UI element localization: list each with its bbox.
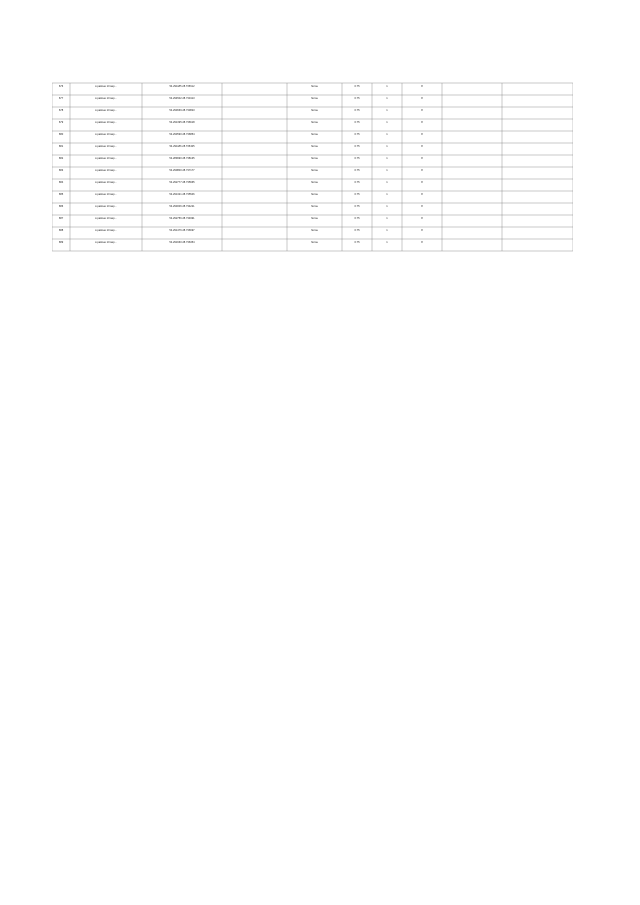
cell-coord: 54.292756 28.734991 xyxy=(169,217,195,220)
cell-coord: 54.289990 28.738135 xyxy=(169,157,195,160)
cell-addr: в районе 10 мкр... xyxy=(95,97,117,100)
cell-coord: 54.291185 28.735612 xyxy=(169,85,195,88)
cell-type: бетон xyxy=(311,145,318,148)
cell-addr: в районе 10 мкр... xyxy=(95,145,117,148)
cell-n: 1 xyxy=(386,193,388,196)
cell-n: 1 xyxy=(386,145,388,148)
cell-n: 1 xyxy=(386,205,388,208)
cell-coord: 54.291395 28.736618 xyxy=(169,121,195,124)
cell-v: 0.75 xyxy=(354,85,360,88)
cell-num: 686 xyxy=(58,205,64,208)
cell-addr: в районе 10 мкр... xyxy=(95,181,117,184)
cell-num: 680 xyxy=(58,133,64,136)
cell-n: 1 xyxy=(386,109,388,112)
cell-type: бетон xyxy=(311,229,318,232)
cell-type: бетон xyxy=(311,121,318,124)
cell-addr: в районе 10 мкр... xyxy=(95,85,117,88)
cell-type: бетон xyxy=(311,181,318,184)
cell-v: 0.75 xyxy=(354,97,360,100)
cell-n: 1 xyxy=(386,217,388,220)
document-sheet xyxy=(52,77,573,861)
cell-v: 0.75 xyxy=(354,145,360,148)
cell-type: бетон xyxy=(311,217,318,220)
cell-n: 1 xyxy=(386,85,388,88)
cell-type: бетон xyxy=(311,97,318,100)
cell-type: бетон xyxy=(311,193,318,196)
cell-type: бетон xyxy=(311,157,318,160)
cell-t: 8 xyxy=(421,97,423,100)
cell-addr: в районе 10 мкр... xyxy=(95,157,117,160)
cell-coord: 54.293669 28.733823 xyxy=(169,109,195,112)
cell-t: 8 xyxy=(421,217,423,220)
cell-t: 8 xyxy=(421,121,423,124)
cell-addr: в районе 10 мкр... xyxy=(95,121,117,124)
cell-addr: в районе 10 мкр... xyxy=(95,217,117,220)
cell-type: бетон xyxy=(311,109,318,112)
cell-v: 0.75 xyxy=(354,193,360,196)
cell-v: 0.75 xyxy=(354,181,360,184)
cell-addr: в районе 10 мкр... xyxy=(95,133,117,136)
cell-num: 679 xyxy=(58,121,64,124)
cell-t: 8 xyxy=(421,181,423,184)
cell-n: 1 xyxy=(386,229,388,232)
cell-coord: 54.293590 28.736854 xyxy=(169,133,195,136)
cell-t: 8 xyxy=(421,229,423,232)
cell-v: 0.75 xyxy=(354,169,360,172)
cell-t: 8 xyxy=(421,193,423,196)
cell-type: бетон xyxy=(311,205,318,208)
cell-addr: в районе 10 мкр... xyxy=(95,193,117,196)
cell-n: 1 xyxy=(386,97,388,100)
cell-addr: в районе 10 мкр... xyxy=(95,109,117,112)
cell-t: 8 xyxy=(421,145,423,148)
cell-n: 1 xyxy=(386,169,388,172)
cell-addr: в районе 10 мкр... xyxy=(95,229,117,232)
cell-coord: 54.293006 28.734221 xyxy=(169,205,195,208)
cell-coord: 54.292777 28.735665 xyxy=(169,181,195,184)
cell-v: 0.75 xyxy=(354,121,360,124)
cell-coord: 54.291660 28.736354 xyxy=(169,241,195,244)
cell-num: 677 xyxy=(58,97,64,100)
cell-t: 8 xyxy=(421,241,423,244)
cell-coord: 54.294502 28.733413 xyxy=(169,97,195,100)
cell-num: 689 xyxy=(58,241,64,244)
cell-v: 0.75 xyxy=(354,241,360,244)
cell-v: 0.75 xyxy=(354,109,360,112)
cell-coord: 54.291321 28.735546 xyxy=(169,193,195,196)
cell-v: 0.75 xyxy=(354,217,360,220)
cell-num: 676 xyxy=(58,85,64,88)
cell-coord: 54.290800 28.737177 xyxy=(169,169,195,172)
cell-t: 8 xyxy=(421,133,423,136)
cell-num: 678 xyxy=(58,109,64,112)
cell-v: 0.75 xyxy=(354,229,360,232)
cell-addr: в районе 10 мкр... xyxy=(95,169,117,172)
cell-type: бетон xyxy=(311,241,318,244)
cell-num: 682 xyxy=(58,157,64,160)
cell-type: бетон xyxy=(311,85,318,88)
cell-v: 0.75 xyxy=(354,133,360,136)
cell-t: 8 xyxy=(421,169,423,172)
cell-addr: в районе 10 мкр... xyxy=(95,205,117,208)
cell-type: бетон xyxy=(311,169,318,172)
cell-coord: 54.291476 28.736697 xyxy=(169,229,195,232)
cell-coord: 54.291186 28.735435 xyxy=(169,145,195,148)
cell-type: бетон xyxy=(311,133,318,136)
cell-n: 1 xyxy=(386,133,388,136)
cell-t: 8 xyxy=(421,205,423,208)
cell-num: 684 xyxy=(58,181,64,184)
cell-t: 8 xyxy=(421,157,423,160)
cell-t: 8 xyxy=(421,109,423,112)
cell-n: 1 xyxy=(386,241,388,244)
cell-n: 1 xyxy=(386,181,388,184)
cell-addr: в районе 10 мкр... xyxy=(95,241,117,244)
cell-num: 683 xyxy=(58,169,64,172)
cell-num: 688 xyxy=(58,229,64,232)
cell-t: 8 xyxy=(421,85,423,88)
cell-n: 1 xyxy=(386,121,388,124)
cell-v: 0.75 xyxy=(354,205,360,208)
cell-num: 681 xyxy=(58,145,64,148)
cell-n: 1 xyxy=(386,157,388,160)
cell-num: 687 xyxy=(58,217,64,220)
cell-num: 685 xyxy=(58,193,64,196)
cell-v: 0.75 xyxy=(354,157,360,160)
